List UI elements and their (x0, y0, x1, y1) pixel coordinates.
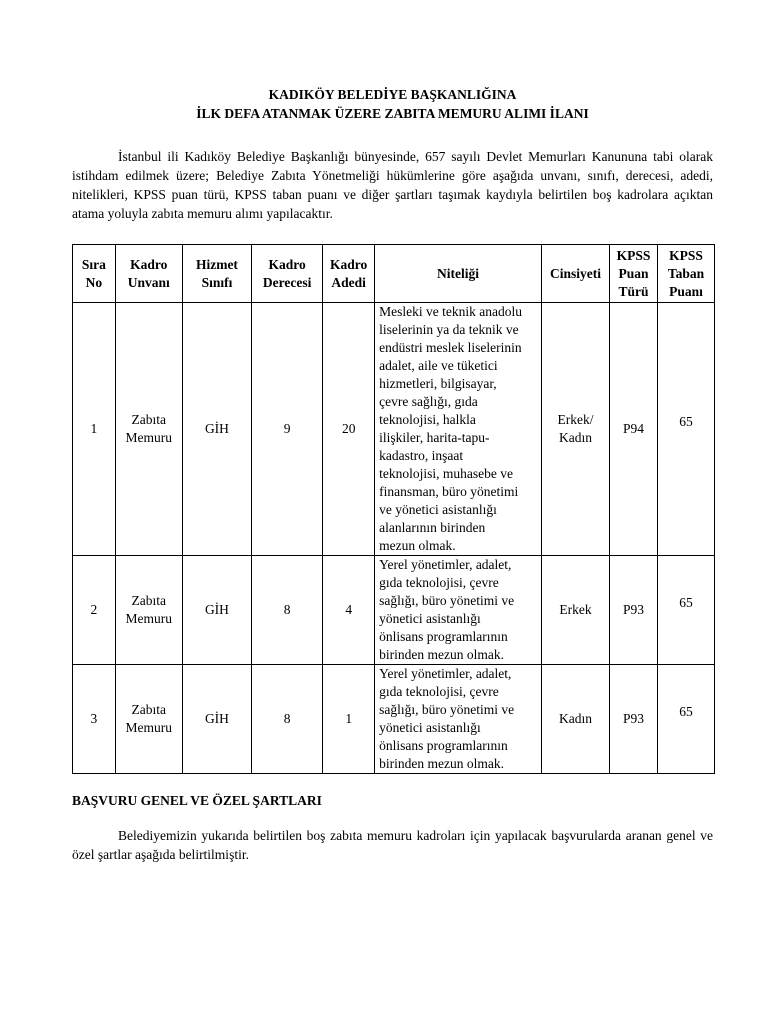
cell-kadro-adedi: 1 (323, 665, 375, 774)
document-title-line1: KADIKÖY BELEDİYE BAŞKANLIĞINA (268, 87, 517, 102)
cell-kpss-puan-turu: P93 (610, 556, 658, 665)
cell-cinsiyeti: Erkek (541, 556, 609, 665)
header-kpss-taban-puani: KPSS Taban Puanı (657, 245, 714, 303)
cell-niteligi: Mesleki ve teknik anadolu liselerinin ya da teknik ve endüstri meslek liselerinin adalet, aile ve tüketici hizmetleri, bilgisayar, çevre sağlığı, gıda teknolojisi, halkla ilişkiler, harita-tapu- kadastro, inşaat teknolojisi, muhasebe ve finansman, büro yönetimi ve yönetici asistanlığı alanlarının birinden mezun olmak. (375, 303, 542, 556)
cell-kadro-derecesi: 9 (252, 303, 323, 556)
header-sira: Sıra No (73, 245, 116, 303)
table-header-row (73, 245, 715, 303)
cell-cinsiyeti: Kadın (541, 665, 609, 774)
cell-kpss-puan-turu: P94 (610, 303, 658, 556)
header-cinsiyeti: Cinsiyeti (541, 245, 609, 303)
header-kadro-unvani: Kadro Unvanı (115, 245, 182, 303)
cell-sira: 3 (73, 665, 116, 774)
cell-hizmet-sinifi: GİH (182, 665, 251, 774)
cell-kpss-taban-puani: 65 (657, 665, 714, 774)
cell-kadro-adedi: 4 (323, 556, 375, 665)
cell-kadro-unvani: Zabıta Memuru (115, 665, 182, 774)
cell-kpss-puan-turu: P93 (610, 665, 658, 774)
cell-kadro-derecesi: 8 (252, 665, 323, 774)
header-hizmet-sinifi: Hizmet Sınıfı (182, 245, 251, 303)
table-row (73, 303, 715, 556)
cell-niteligi: Yerel yönetimler, adalet, gıda teknolojisi, çevre sağlığı, büro yönetimi ve yönetici asistanlığı önlisans programlarının birinden mezun olmak. (375, 556, 542, 665)
cell-kadro-derecesi: 8 (252, 556, 323, 665)
cell-sira: 1 (73, 303, 116, 556)
cell-kadro-unvani: Zabıta Memuru (115, 303, 182, 556)
section-paragraph: Belediyemizin yukarıda belirtilen boş zabıta memuru kadroları için yapılacak başvurularda aranan genel ve özel şartlar aşağıda belirtilmiştir. (72, 828, 713, 862)
document-page (72, 0, 713, 864)
table-row (73, 556, 715, 665)
cell-kadro-adedi: 20 (323, 303, 375, 556)
cell-hizmet-sinifi: GİH (182, 303, 251, 556)
section-title: BAŞVURU GENEL VE ÖZEL ŞARTLARI (72, 793, 322, 808)
table-row (73, 665, 715, 774)
cell-kpss-taban-puani: 65 (657, 556, 714, 665)
header-kadro-adedi: Kadro Adedi (323, 245, 375, 303)
cell-sira: 2 (73, 556, 116, 665)
header-niteligi: Niteliği (375, 245, 542, 303)
document-title-line2: İLK DEFA ATANMAK ÜZERE ZABITA MEMURU ALIMI İLANI (196, 106, 589, 121)
cell-kadro-unvani: Zabıta Memuru (115, 556, 182, 665)
cell-hizmet-sinifi: GİH (182, 556, 251, 665)
cell-niteligi: Yerel yönetimler, adalet, gıda teknolojisi, çevre sağlığı, büro yönetimi ve yönetici asistanlığı önlisans programlarının birinden mezun olmak. (375, 665, 542, 774)
header-kpss-puan-turu: KPSS Puan Türü (610, 245, 658, 303)
cell-kpss-taban-puani: 65 (657, 303, 714, 556)
header-kadro-derecesi: Kadro Derecesi (252, 245, 323, 303)
cell-cinsiyeti: Erkek/ Kadın (541, 303, 609, 556)
intro-paragraph: İstanbul ili Kadıköy Belediye Başkanlığı bünyesinde, 657 sayılı Devlet Memurları Kanununa tabi olarak istihdam edilmek üzere; Belediye Zabıta Yönetmeliği hükümlerine göre aşağıda unvanı, sınıfı, derecesi, adedi, nitelikleri, KPSS puan türü, KPSS taban puanı ve diğer şartları taşımak kaydıyla belirtilen boş kadrolara açıktan atama yoluyla zabıta memuru alımı yapılacaktır. (72, 149, 713, 221)
position-table (72, 244, 715, 774)
